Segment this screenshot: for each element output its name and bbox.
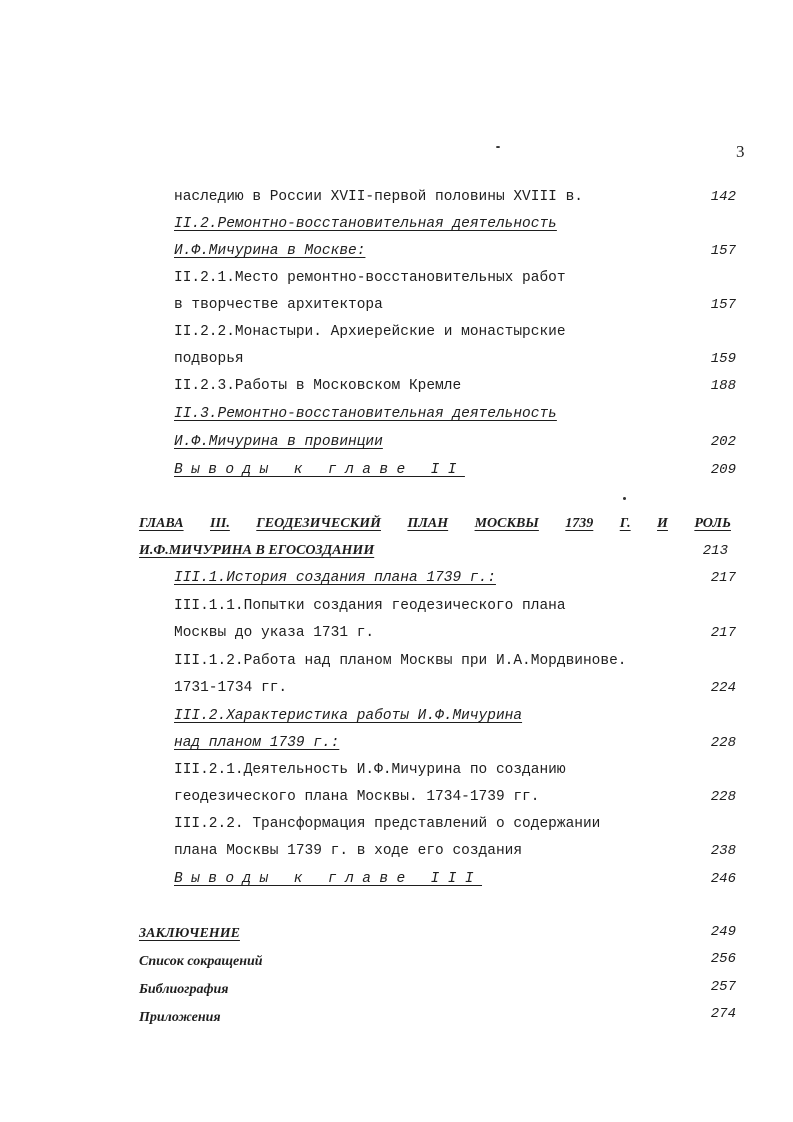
toc-entry[interactable]: III.2.2. Трансформация представлений о содержании <box>174 816 601 832</box>
toc-page: 228 <box>710 735 736 751</box>
chapter-heading[interactable] <box>139 514 731 534</box>
toc-page: 238 <box>710 843 736 859</box>
chapter-word: Г. <box>619 516 631 531</box>
toc-page: 249 <box>710 924 736 940</box>
chapter-word: РОЛЬ <box>694 516 731 531</box>
toc-entry[interactable]: геодезического плана Москвы. 1734-1739 гг. <box>174 789 540 805</box>
back-matter-entry[interactable]: Библиография <box>139 982 229 997</box>
toc-page: 228 <box>710 789 736 805</box>
toc-page: 142 <box>710 189 736 205</box>
toc-entry[interactable]: II.2.Ремонтно-восстановительная деятельность <box>174 216 557 232</box>
toc-page: 209 <box>710 462 736 478</box>
chapter-word: ПЛАН <box>407 516 449 531</box>
toc-entry[interactable]: II.3.Ремонтно-восстановительная деятельность <box>174 406 557 422</box>
chapter-word: МОСКВЫ <box>474 516 539 531</box>
toc-entry[interactable]: 1731-1734 гг. <box>174 680 288 696</box>
toc-entry[interactable]: в творчестве архитектора <box>174 297 383 313</box>
toc-entry[interactable]: подворья <box>174 351 244 367</box>
chapter-word: 1739 <box>565 516 594 531</box>
toc-entry[interactable]: Москвы до указа 1731 г. <box>174 625 375 641</box>
toc-entry[interactable]: Выводы к главе III <box>174 871 483 887</box>
toc-entry[interactable]: плана Москвы 1739 г. в ходе его создания <box>174 843 523 859</box>
toc-entry[interactable]: II.2.2.Монастыри. Архиерейские и монастырские <box>174 324 566 340</box>
toc-entry[interactable]: III.2.Характеристика работы И.Ф.Мичурина <box>174 708 523 724</box>
chapter-word: И <box>657 516 668 531</box>
chapter-word: ГЛАВА <box>139 516 184 531</box>
toc-entry[interactable]: III.1.1.Попытки создания геодезического плана <box>174 598 566 614</box>
toc-page: 224 <box>710 680 736 696</box>
toc-page: 217 <box>710 570 736 586</box>
toc-page: 202 <box>710 434 736 450</box>
back-matter-entry[interactable]: Список сокращений <box>139 954 263 969</box>
toc-entry[interactable]: И.Ф.Мичурина в Москве: <box>174 243 366 259</box>
chapter-heading-cont[interactable]: И.Ф.МИЧУРИНА В ЕГОСОЗДАНИИ <box>139 543 375 558</box>
toc-entry[interactable]: И.Ф.Мичурина в провинции <box>174 434 383 450</box>
chapter-word: III. <box>210 516 230 531</box>
toc-entry[interactable]: наследию в России XVII-первой половины XVIII в. <box>174 189 583 205</box>
scan-mark <box>623 497 626 500</box>
page-number: 3 <box>736 142 745 161</box>
toc-page: 256 <box>710 951 736 967</box>
toc-entry[interactable]: Выводы к главе II <box>174 462 465 478</box>
toc-page: 159 <box>710 351 736 367</box>
chapter-word: ГЕОДЕЗИЧЕСКИЙ <box>256 516 381 531</box>
toc-entry[interactable]: III.1.История создания плана 1739 г.: <box>174 570 496 586</box>
toc-entry[interactable]: II.2.3.Работы в Московском Кремле <box>174 378 462 394</box>
toc-entry[interactable]: II.2.1.Место ремонтно-восстановительных работ <box>174 270 566 286</box>
back-matter-entry[interactable]: ЗАКЛЮЧЕНИЕ <box>139 926 240 941</box>
back-matter-entry[interactable]: Приложения <box>139 1010 221 1025</box>
toc-page: 157 <box>710 243 736 259</box>
toc-page: 213 <box>702 543 728 559</box>
scan-mark <box>496 146 500 148</box>
toc-entry[interactable]: III.2.1.Деятельность И.Ф.Мичурина по созданию <box>174 762 566 778</box>
toc-entry[interactable]: над планом 1739 г.: <box>174 735 340 751</box>
toc-page: 257 <box>710 979 736 995</box>
toc-page: 274 <box>710 1006 736 1022</box>
toc-page: 246 <box>710 871 736 887</box>
toc-page: 188 <box>710 378 736 394</box>
toc-page: 157 <box>710 297 736 313</box>
toc-page: 217 <box>710 625 736 641</box>
toc-entry[interactable]: III.1.2.Работа над планом Москвы при И.А.Мордвинове. <box>174 653 627 669</box>
